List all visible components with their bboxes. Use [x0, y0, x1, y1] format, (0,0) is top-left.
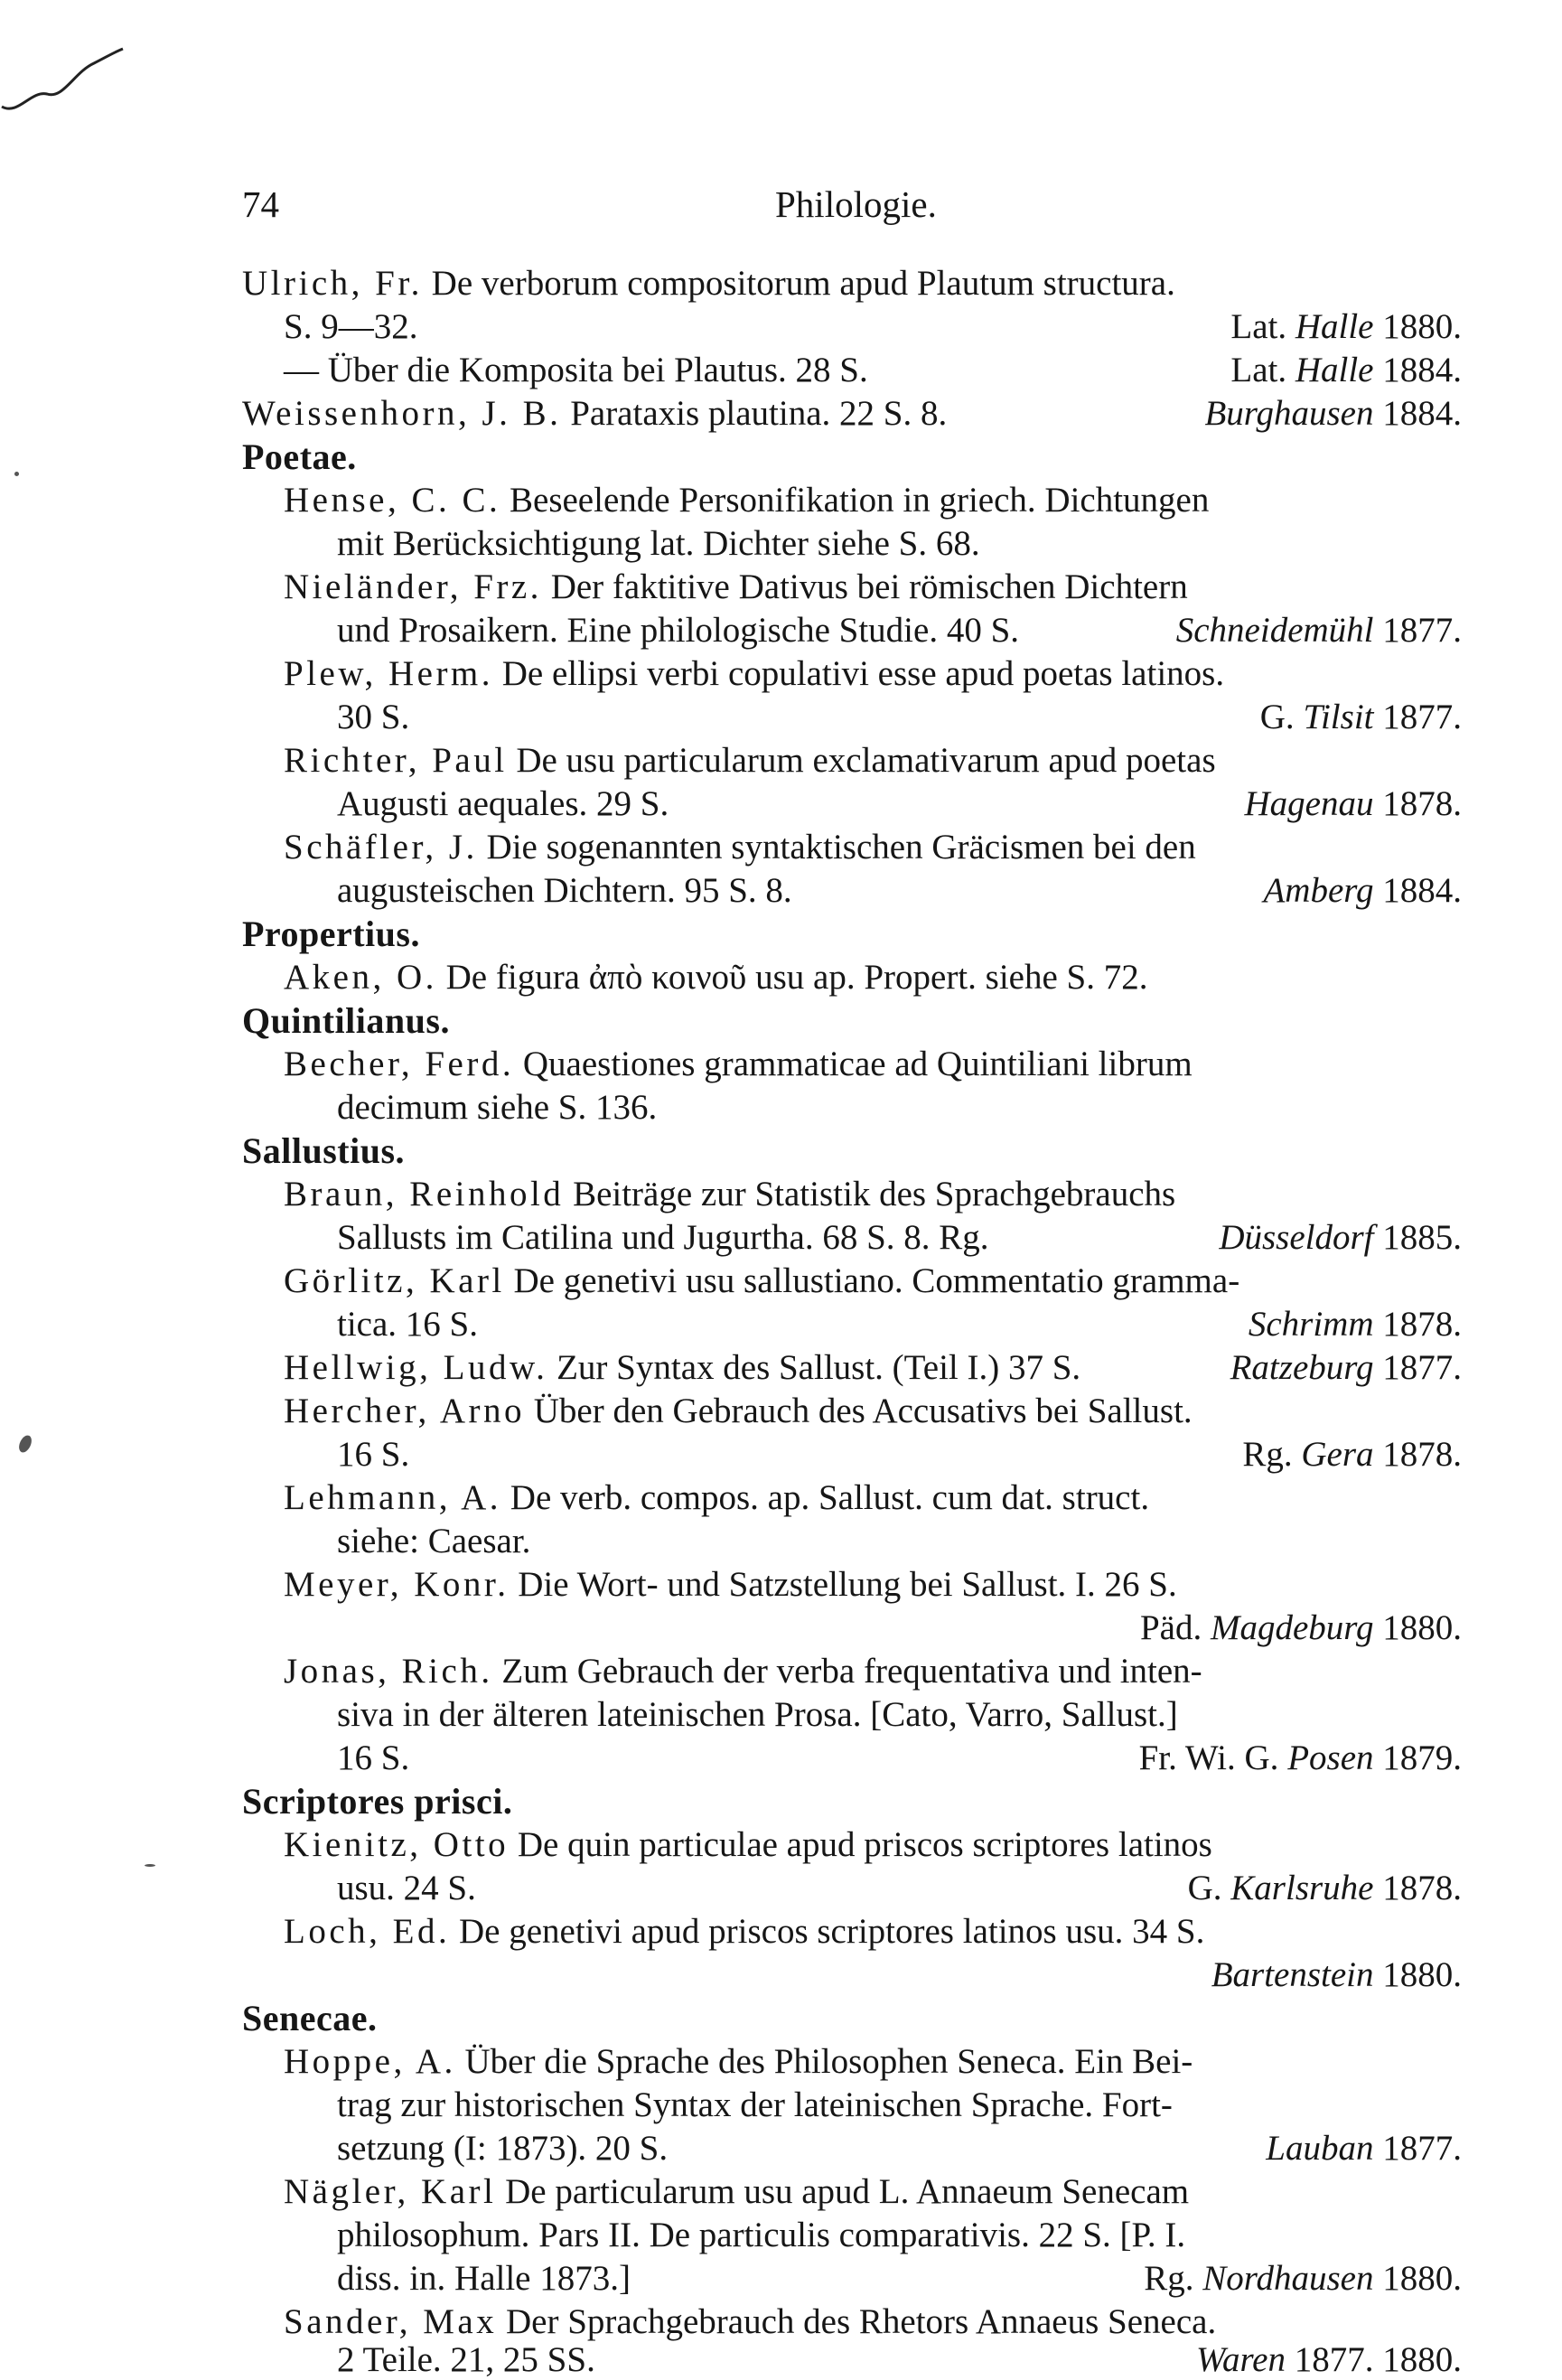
entry-line	[337, 781, 1462, 828]
margin-speck	[16, 1433, 33, 1454]
author-name: Sander, Max	[284, 2302, 498, 2341]
author-name: Hellwig, Ludw.	[284, 1348, 548, 1387]
author-name: Hense, C. C.	[284, 481, 501, 520]
entry-line	[337, 1214, 1462, 1261]
entry-text: und Prosaikern. Eine philologische Studie. 40 S.	[337, 611, 1020, 650]
entry-line	[284, 564, 1462, 611]
entry-line	[284, 2038, 1462, 2085]
entry-imprint: Amberg 1884.	[1263, 871, 1462, 910]
entry-imprint: Lat. Halle 1884.	[1230, 351, 1462, 389]
pen-stroke-mark	[0, 36, 126, 117]
entry-title: Über den Gebrauch des Accusativs bei Sallust.	[533, 1391, 1193, 1430]
entry-text: siehe: Caesar.	[337, 1522, 531, 1560]
entry-line	[337, 520, 1462, 567]
entry-text: Augusti aequales. 29 S.	[337, 784, 669, 823]
entry-text: setzung (I: 1873). 20 S.	[337, 2129, 669, 2168]
entry-line	[337, 2125, 1462, 2172]
entry-imprint: Burghausen 1884.	[1204, 394, 1462, 433]
author-name: Kienitz, Otto	[284, 1825, 510, 1864]
entry-line	[337, 1735, 1462, 1782]
entry-text: decimum siehe S. 136.	[337, 1088, 658, 1127]
entry-line	[284, 304, 1462, 351]
entry-title: De genetivi usu sallustiano. Commentatio gramma-	[513, 1261, 1240, 1300]
entry-line	[337, 1605, 1462, 1652]
entry-title: Die Wort- und Satzstellung bei Sallust. I. 26 S.	[518, 1565, 1177, 1604]
author-name: Richter, Paul	[284, 741, 508, 780]
entry-text: augusteischen Dichtern. 95 S. 8.	[337, 871, 792, 910]
entry-imprint: Schneidemühl 1877.	[1175, 611, 1462, 650]
entry-title: De quin particulae apud priscos scriptores latinos	[517, 1825, 1212, 1864]
entry-text: usu. 24 S.	[337, 1869, 476, 1907]
entry-title: Der faktitive Dativus bei römischen Dichtern	[550, 567, 1188, 606]
entry-line	[284, 1648, 1462, 1695]
entry-line	[337, 2342, 1462, 2378]
entry-title: Beseelende Personifikation in griech. Dichtungen	[510, 481, 1210, 520]
author-name: Weissenhorn, J. B.	[242, 394, 562, 433]
entry-title: Die sogenannten syntaktischen Gräcismen bei den	[486, 828, 1196, 867]
entry-text: 16 S.	[337, 1738, 410, 1777]
bibliography-list	[242, 0, 1462, 2380]
entry-text: S. 9—32.	[284, 307, 418, 346]
entry-line	[284, 1041, 1462, 1088]
entry-text: diss. in. Halle 1873.]	[337, 2259, 631, 2298]
author-name: Nägler, Karl	[284, 2172, 497, 2211]
entry-text: 30 S.	[337, 698, 410, 736]
entry-imprint: Ratzeburg 1877.	[1230, 1348, 1462, 1387]
entry-line	[284, 954, 1462, 1001]
entry-imprint: Bartenstein 1880.	[1211, 1955, 1462, 1994]
author-name: Hercher, Arno	[284, 1391, 526, 1430]
author-name: Becher, Ferd.	[284, 1045, 515, 1083]
entry-line	[284, 2299, 1462, 2346]
entry-line	[284, 1388, 1462, 1435]
entry-line	[284, 1908, 1462, 1955]
author-name: Jonas, Rich.	[284, 1652, 493, 1691]
entry-title: De verborum compositorum apud Plautum structura.	[431, 264, 1175, 303]
entry-imprint: Fr. Wi. G. Posen 1879.	[1138, 1738, 1462, 1777]
entry-text: siva in der älteren lateinischen Prosa. [Cato, Varro, Sallust.]	[337, 1695, 1178, 1734]
entry-text: 2 Teile. 21, 25 SS.	[337, 2340, 595, 2379]
entry-line	[337, 2212, 1462, 2259]
entry-title: De figura ἀπὸ κοινοῦ usu ap. Propert. siehe S. 72.	[445, 958, 1148, 997]
entry-line	[337, 2082, 1462, 2129]
entry-line	[284, 1475, 1462, 1522]
section-heading: Senecae.	[242, 1998, 378, 2038]
entry-text: tica. 16 S.	[337, 1305, 478, 1344]
section-heading: Poetae.	[242, 436, 357, 477]
entry-line	[242, 260, 1462, 307]
entry-line	[337, 607, 1462, 654]
entry-line	[284, 477, 1462, 524]
entry-imprint: Rg. Nordhausen 1880.	[1144, 2259, 1462, 2298]
section-heading: Quintilianus.	[242, 1000, 450, 1041]
entry-title: De ellipsi verbi copulativi esse apud poetas latinos.	[501, 654, 1225, 693]
entry-title: De usu particularum exclamativarum apud poetas	[516, 741, 1216, 780]
entry-line	[337, 1691, 1462, 1738]
entry-text: 16 S.	[337, 1435, 410, 1474]
entry-line	[284, 1345, 1462, 1391]
entry-title: De verb. compos. ap. Sallust. cum dat. struct.	[510, 1478, 1150, 1517]
author-name: Meyer, Konr.	[284, 1565, 510, 1604]
section-heading: Propertius.	[242, 914, 420, 954]
entry-imprint: Waren 1877. 1880.	[1196, 2340, 1462, 2379]
page-number: 74	[242, 183, 279, 225]
entry-title: Zur Syntax des Sallust. (Teil I.) 37 S.	[557, 1348, 1081, 1387]
entry-title: De particularum usu apud L. Annaeum Senecam	[505, 2172, 1190, 2211]
entry-imprint: Lat. Halle 1880.	[1230, 307, 1462, 346]
author-name: Lehmann, A.	[284, 1478, 502, 1517]
entry-text: Sallusts im Catilina und Jugurtha. 68 S. 8. Rg.	[337, 1218, 989, 1257]
author-name: Ulrich, Fr.	[242, 264, 423, 303]
entry-text: trag zur historischen Syntax der lateinischen Sprache. Fort-	[337, 2085, 1173, 2124]
entry-title: Beiträge zur Statistik des Sprachgebrauchs	[573, 1175, 1176, 1213]
section-heading: Scriptores prisci.	[242, 1781, 513, 1822]
entry-line	[284, 2169, 1462, 2216]
entry-line	[337, 1431, 1462, 1478]
entry-imprint: Rg. Gera 1878.	[1242, 1435, 1462, 1474]
entry-imprint: Hagenau 1878.	[1244, 784, 1462, 823]
entry-line	[337, 694, 1462, 741]
author-name: Plew, Herm.	[284, 654, 494, 693]
entry-line	[284, 1171, 1462, 1218]
entry-text: philosophum. Pars II. De particulis comparativis. 22 S. [P. I.	[337, 2216, 1186, 2254]
entry-imprint: Düsseldorf 1885.	[1219, 1218, 1462, 1257]
entry-text: mit Berücksichtigung lat. Dichter siehe S. 68.	[337, 524, 980, 563]
author-name: Schäfler, J.	[284, 828, 478, 867]
entry-line	[337, 1084, 1462, 1131]
entry-title: Über die Sprache des Philosophen Seneca. Ein Bei-	[464, 2042, 1193, 2081]
entry-line	[284, 1822, 1462, 1869]
entry-title: Über die Komposita bei Plautus.	[327, 351, 787, 389]
author-name: Görlitz, Karl	[284, 1261, 505, 1300]
entry-title: De genetivi apud priscos scriptores latinos usu. 34 S.	[458, 1912, 1205, 1951]
author-name: Braun, Reinhold	[284, 1175, 565, 1213]
entry-line: Weissenhorn, J. B. Parataxis plautina. 22 S. 8. Burghausen 1884.	[242, 390, 1462, 437]
entry-title: Parataxis plautina.	[570, 394, 831, 433]
entry-imprint: Päd. Magdeburg 1880.	[1139, 1608, 1462, 1647]
entry-imprint: Schrimm 1878.	[1248, 1305, 1462, 1344]
author-name: Aken, O.	[284, 958, 437, 997]
page-title: Philologie.	[775, 183, 937, 225]
section-heading: Sallustius.	[242, 1130, 406, 1171]
entry-line	[284, 1561, 1462, 1608]
author-name: Nieländer, Frz.	[284, 567, 542, 606]
entry-title: Quaestiones grammaticae ad Quintiliani librum	[522, 1045, 1193, 1083]
entry-line	[284, 824, 1462, 871]
margin-speck	[145, 1864, 155, 1867]
entry-imprint: G. Tilsit 1877.	[1259, 698, 1462, 736]
entry-line	[284, 1258, 1462, 1305]
author-name: Hoppe, A.	[284, 2042, 456, 2081]
entry-title: Der Sprachgebrauch des Rhetors Annaeus Seneca.	[505, 2302, 1217, 2341]
margin-speck	[14, 472, 19, 476]
entry-line	[337, 867, 1462, 914]
entry-line	[337, 1952, 1462, 1999]
entry-title: Zum Gebrauch der verba frequentativa und inten-	[501, 1652, 1202, 1691]
author-name: Loch, Ed.	[284, 1912, 451, 1951]
entry-line	[284, 737, 1462, 784]
entry-imprint: G. Karlsruhe 1878.	[1187, 1869, 1462, 1907]
entry-line	[337, 1301, 1462, 1348]
entry-imprint: Lauban 1877.	[1266, 2129, 1462, 2168]
entry-line	[337, 1518, 1462, 1565]
entry-line	[337, 2255, 1462, 2302]
entry-line	[284, 651, 1462, 698]
entry-line: — Über die Komposita bei Plautus. 28 S. Lat. Halle 1884.	[284, 347, 1462, 394]
entry-line	[337, 1865, 1462, 1912]
